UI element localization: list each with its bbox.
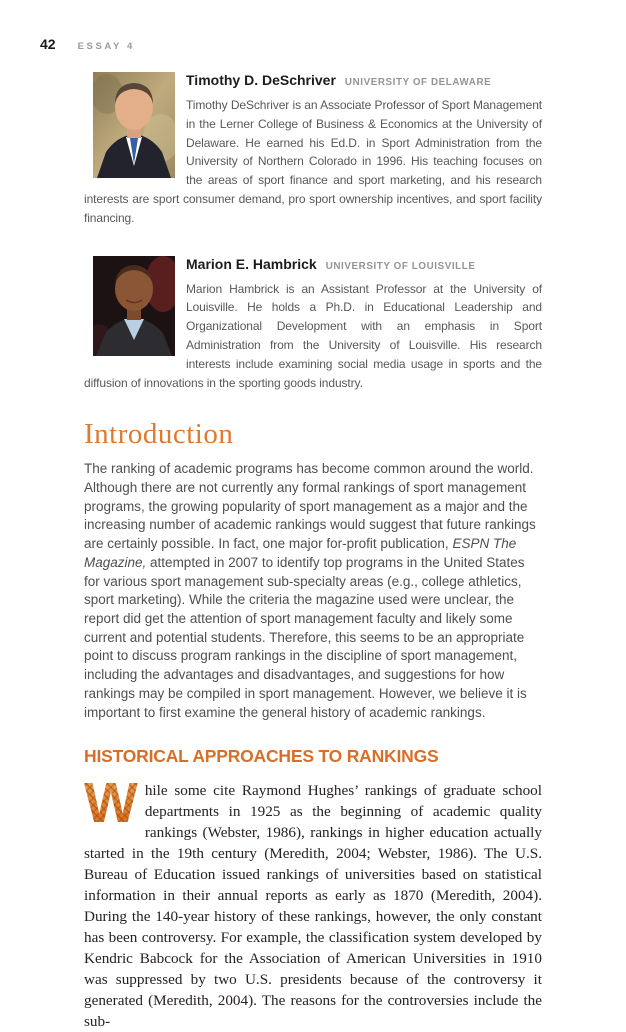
intro-text-before: The ranking of academic programs has become common around the world. Although there are not currently any formal rankings of sport management programs, the growing popularity of sport management as a major and the increasing number of academic rankings would suggest that future rankings are certainly possible. In fact, one major for-profit publication, bbox=[84, 461, 536, 552]
page-number: 42 bbox=[40, 36, 56, 52]
page-content bbox=[84, 70, 542, 1032]
historical-heading: HISTORICAL APPROACHES TO RANKINGS bbox=[84, 746, 439, 767]
author-bio-deschriver bbox=[84, 70, 542, 228]
historical-section bbox=[84, 722, 542, 1032]
page-header bbox=[40, 36, 135, 52]
introduction-heading: Introduction bbox=[84, 418, 234, 451]
author-bio-hambrick bbox=[84, 228, 542, 393]
author-name-text: Timothy D. DeSchriver bbox=[186, 72, 336, 88]
author-photo bbox=[93, 72, 175, 178]
introduction-paragraph bbox=[84, 460, 542, 722]
author-name-text: Marion E. Hambrick bbox=[186, 255, 317, 272]
author-photo bbox=[93, 256, 175, 356]
intro-text-after: attempted in 2007 to identify top programs in the United States for various sport management sub-specialty areas (e.g., college athletics, sport marketing). While the criteria the magazine used were unclear, the report did get the attention of sport management faculty and likely some current and potential students. Therefore, this seems to be an appropriate point to discuss program rankings in the discipline of sport management, including the advantages and disadvantages, and suggestions for how rankings may be compiled in sport management. However, we believe it is important to first examine the general history of academic rankings. bbox=[84, 554, 527, 720]
author-affiliation: UNIVERSITY OF LOUISVILLE bbox=[325, 260, 476, 272]
historical-paragraph bbox=[84, 771, 542, 1032]
magazine-title: ESPN The Magazine, bbox=[84, 536, 517, 570]
author-bio-text: Timothy DeSchriver is an Associate Professor of Sport Management in the Lerner College of Business & Economics at the University of Delaware. He earned his Ed.D. in Sport Administration from the University of Northern Colorado in 1996. His teaching focuses on the areas of sport finance and sport marketing, and his research interests are sport consumer demand, pro sport ownership incentives, and sport facility financing. bbox=[84, 98, 542, 225]
historical-text: hile some cite Raymond Hughes’ rankings of graduate school departments in 1925 as the beginning of academic quality rankings (Webster, 1986), rankings in higher education actually started in the 19th century (Meredith, 2004; Webster, 1986). The U.S. Bureau of Education issued rankings of universities based on statistical information in their annual reports as early as 1870 (Meredith, 2004). During the 140-year history of these rankings, however, the only constant has been controversy. For example, the classification system developed by Kendric Babcock for the Association of American Universities in 1910 was suppressed by two U.S. presidents because of the controversy it generated (Meredith, 2004). The reasons for the controversies include the sub- bbox=[84, 782, 542, 1031]
essay-section-label: ESSAY 4 bbox=[77, 41, 135, 52]
introduction-section bbox=[84, 392, 542, 722]
dropcap-w: W bbox=[84, 771, 138, 836]
author-bio-text: Marion Hambrick is an Assistant Professor at the University of Louisville. He holds a Ph.D. in Educational Leadership and Organizational Development with an emphasis in Sport Administration from the University of Louisville. His research interests include examining social media usage in sports and the diffusion of innovations in the sporting goods industry. bbox=[84, 281, 542, 390]
author-affiliation: UNIVERSITY OF DELAWARE bbox=[344, 77, 492, 88]
